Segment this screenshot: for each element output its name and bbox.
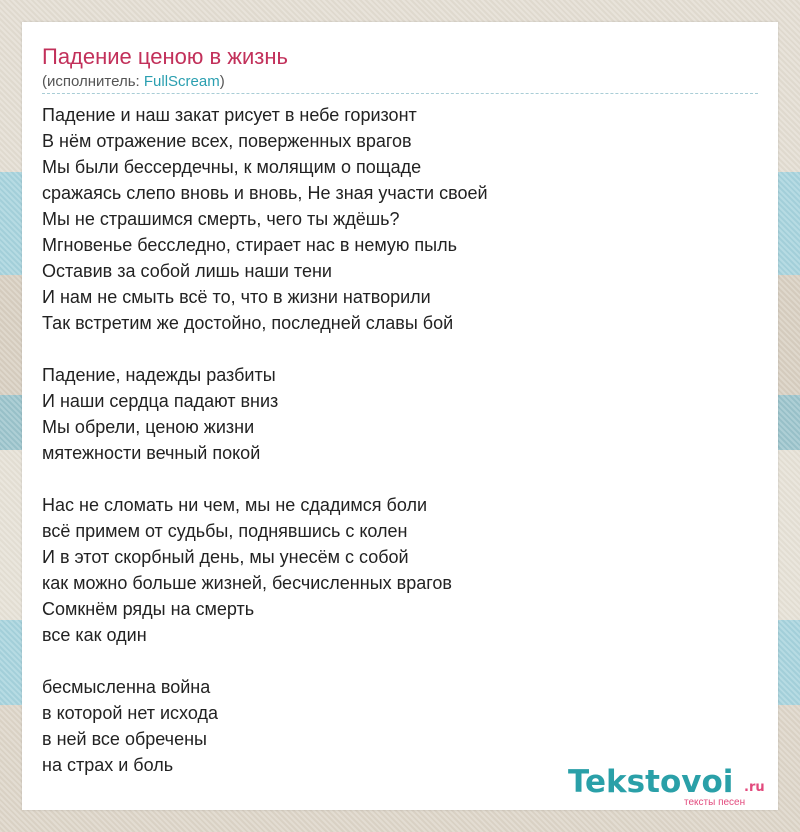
lyric-line: Мы обрели, ценою жизни <box>42 417 255 437</box>
lyrics-body <box>42 102 762 804</box>
lyric-line: на страх и боль <box>42 755 174 775</box>
lyrics-card <box>22 22 778 810</box>
lyric-line: сражаясь слепо вновь и вновь, Не зная участи своей <box>42 183 488 203</box>
stanza-3 <box>42 492 762 648</box>
lyric-line: бесмысленна война <box>42 677 211 697</box>
stanza-2 <box>42 362 762 466</box>
lyric-line: как можно больше жизней, бесчисленных врагов <box>42 573 452 593</box>
lyric-line: Оставив за собой лишь наши тени <box>42 261 332 281</box>
lyric-line: все как один <box>42 625 147 645</box>
lyric-line: в которой нет исхода <box>42 703 218 723</box>
lyric-line: Так встретим же достойно, последней славы бой <box>42 313 454 333</box>
lyric-line: И наши сердца падают вниз <box>42 391 279 411</box>
lyric-line: Мгновенье бесследно, стирает нас в немую пыль <box>42 235 457 255</box>
lyric-line: Мы не страшимся смерть, чего ты ждёшь? <box>42 209 400 229</box>
logo-tld: .ru <box>744 780 765 795</box>
title-divider <box>42 93 758 94</box>
stanza-1 <box>42 102 762 336</box>
lyric-line: И в этот скорбный день, мы унесём с собой <box>42 547 409 567</box>
stanza-4 <box>42 674 762 778</box>
lyric-line: Мы были бессердечны, к молящим о пощаде <box>42 157 422 177</box>
lyric-line: В нём отражение всех, поверженных врагов <box>42 131 412 151</box>
lyric-line: Падение и наш закат рисует в небе горизонт <box>42 105 417 125</box>
artist-suffix: ) <box>219 73 225 90</box>
lyric-line: Нас не сломать ни чем, мы не сдадимся боли <box>42 495 427 515</box>
artist-prefix: (исполнитель: <box>42 73 144 90</box>
lyric-line: И нам не смыть всё то, что в жизни натворили <box>42 287 431 307</box>
logo-wordmark: Tekstovoi <box>568 764 734 800</box>
lyric-line: Сомкнём ряды на смерть <box>42 599 255 619</box>
artist-link[interactable]: FullScream <box>143 73 220 90</box>
lyric-line: мятежности вечный покой <box>42 443 261 463</box>
lyric-line: в ней все обречены <box>42 729 207 749</box>
lyric-line: всё примем от судьбы, поднявшись с колен <box>42 521 408 541</box>
artist-line <box>42 73 225 91</box>
site-logo[interactable] <box>568 764 778 810</box>
logo-subtitle: тексты песен <box>684 797 746 808</box>
song-title: Падение ценою в жизнь <box>42 44 288 69</box>
lyric-line: Падение, надежды разбиты <box>42 365 276 385</box>
